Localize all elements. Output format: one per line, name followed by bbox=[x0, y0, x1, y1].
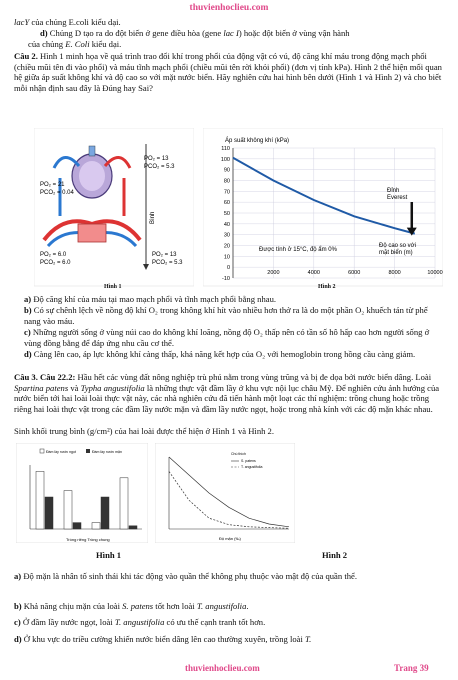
bar bbox=[129, 526, 137, 529]
q3-stem: Câu 3. Câu 22.2: Hầu hết các vùng đất nông nghiệp trù phú nằm trong vùng trũng và bị đe dọa bởi nước biển dâng. Loài Spartina patens và Typha angustifolia là những thực vật đầm lầy ở khu vực nội lục châu Mỹ. Để nghiên cứu ảnh hưởng của nước biển tới hai loài loài thực vật này, các nhà nghiên cứu đã tiến hành một loạt các thí nghiệm: trồng chung hoặc trồng riêng hai loài thực vật trong các đầm lầy nước mặn và đầm lầy nước ngọt, hoặc trong nhà kính với các độ mặn khác nhau. bbox=[14, 372, 440, 414]
q2-option-d: d) Càng lên cao, áp lực không khí càng thấp, khả năng kết hợp của O₂ với hemoglobin trong hồng cầu càng giảm. bbox=[24, 349, 416, 359]
bar-legend-2: Đầm lầy nước mặn bbox=[92, 450, 122, 454]
y-tick-label: 10 bbox=[223, 254, 230, 261]
bar bbox=[92, 523, 100, 529]
fig2-annot-sea-2: mặt biển (m) bbox=[379, 250, 413, 256]
x-tick-label: 6000 bbox=[348, 270, 361, 276]
q3-option-c: c) Ở đầm lầy nước ngọt, loài T. angustifolia có ưu thế cạnh tranh tốt hơn. bbox=[14, 617, 266, 627]
q3-option-d: d) Ở khu vực do triều cường khiến nước biển dâng lên cao thường xuyên, trồng loài T. bbox=[14, 634, 312, 644]
x-tick-label: 2000 bbox=[267, 270, 280, 276]
bar bbox=[120, 478, 128, 529]
fig2-ylabel: Áp suất không khí (kPa) bbox=[225, 138, 290, 144]
bar-xlabel: Trồng riêng Trồng chung bbox=[66, 537, 110, 542]
label-pco2-left-top: PCO₂ = 0.04 bbox=[40, 190, 74, 196]
footer-site: thuvienhoclieu.com bbox=[185, 663, 260, 673]
q3-option-b: b) Khả năng chịu mặn của loài S. patens tốt hơn loài T. angustifolia. bbox=[14, 601, 249, 611]
y-tick-label: 90 bbox=[223, 167, 230, 174]
footer-page: Trang 39 bbox=[394, 663, 429, 673]
q2-stem: Câu 2. Hình 1 minh họa về quá trình trao đổi khí trong phổi của động vật có vú, độ căng khí máu trong động mạch phổi (chiều mũi tên đi vào phổi) và máu tĩnh mạch phổi (chiều mũi tên rời khỏi phổi) (đơn vị tính kPa). Hình 2 thể hiện mối quan hệ giữa áp suất không khí và độ cao so với mặt nước biển. Hãy nghiên cứu hai hình bên dưới (Hình 1 và Hình 2) và cho biết mỗi nhận định sau đây là Đúng hay Sai? bbox=[14, 51, 442, 93]
x-tick-label: 8000 bbox=[388, 270, 401, 276]
fig2-annot-temp: Được tính ở 15°C, độ ẩm 0% bbox=[259, 247, 337, 253]
text-line: của chủng E. Coli kiểu dại. bbox=[28, 39, 122, 49]
q2-option-a: a) Độ căng khí của máu tại mao mạch phổi và tĩnh mạch phổi bằng nhau. bbox=[24, 294, 277, 304]
q2-option-c: c) Những người sống ở vùng núi cao do không khí loãng, nồng độ O₂ thấp nên có tần số hô hấp cao hơn người sống ở vùng đồng bằng để đáp ứng nhu cầu cơ thể. bbox=[24, 327, 430, 348]
x-tick-label: 10000 bbox=[427, 270, 443, 276]
y-tick-label: 80 bbox=[223, 178, 230, 185]
label-pco2-right-bottom: PCO₂ = 5.3 bbox=[152, 260, 183, 266]
q3-fig1-caption: Hình 1 bbox=[96, 550, 122, 560]
label-po2-left-top: PO₂ = 21 bbox=[40, 182, 65, 188]
legend-swatch bbox=[40, 449, 44, 453]
label-binh: Bình bbox=[150, 211, 156, 224]
y-tick-label: 50 bbox=[223, 211, 230, 217]
label-po2-right-top: PO₂ = 13 bbox=[144, 156, 169, 162]
figure-2 bbox=[203, 128, 443, 288]
fig2-annot-everest-2: Everest bbox=[387, 195, 408, 201]
y-tick-label: 110 bbox=[221, 146, 230, 152]
x-tick-label: 4000 bbox=[307, 270, 320, 276]
y-tick-label: 20 bbox=[223, 243, 230, 250]
q3-fig2-caption: Hình 2 bbox=[322, 550, 348, 560]
fig2-annot-sea-1: Độ cao so với bbox=[379, 243, 416, 249]
line-legend-title: Chú thích bbox=[231, 452, 246, 456]
q2-option-b: b) Có sự chênh lệch về nồng độ khí O₂ trong không khí hít vào nhiều hơn thở ra là do một phần O₂ khuếch tán từ phế nang vào máu. bbox=[24, 305, 428, 326]
y-tick-label: 100 bbox=[220, 156, 230, 163]
bar bbox=[45, 497, 53, 529]
text-line: lacY của chủng E.coli kiểu dại. bbox=[14, 17, 121, 27]
bar bbox=[36, 471, 44, 529]
bar bbox=[101, 497, 109, 529]
fig2-caption: Hình 2 bbox=[318, 284, 336, 290]
figure-1 bbox=[34, 128, 194, 288]
q3-figure-2 bbox=[155, 443, 295, 543]
y-tick-label: 0 bbox=[226, 265, 230, 272]
line-legend-2: T. angustifolia bbox=[241, 465, 263, 469]
y-tick-label: 60 bbox=[223, 200, 230, 207]
y-tick-label: 30 bbox=[223, 232, 230, 239]
label-po2-left-bottom: PO₂ = 6.0 bbox=[40, 252, 67, 258]
label-pco2-left-bottom: PCO₂ = 6.0 bbox=[40, 260, 71, 266]
q3-intro: Sinh khối trung bình (g/cm²) của hai loài được thể hiện ở Hình 1 và Hình 2. bbox=[14, 426, 275, 436]
bar bbox=[73, 523, 81, 529]
q3-option-a: a) Độ mặn là nhân tố sinh thái khi tác động vào quần thể không phụ thuộc vào mật độ của quần thể. bbox=[14, 571, 357, 581]
header-site: thuvienhoclieu.com bbox=[189, 3, 269, 13]
line-xlabel: Độ mặn (‰) bbox=[219, 536, 241, 541]
legend-swatch bbox=[86, 449, 90, 453]
bar-legend-1: Đầm lầy nước ngọt bbox=[46, 450, 76, 454]
line-legend-1: S. patens bbox=[241, 459, 256, 463]
fig2-annot-everest-1: Đỉnh bbox=[387, 188, 400, 194]
y-tick-label: 40 bbox=[223, 221, 230, 228]
label-po2-right-bottom: PO₂ = 13 bbox=[152, 252, 177, 258]
q3-figure-1 bbox=[16, 443, 148, 543]
label-pco2-right-top: PCO₂ = 5.3 bbox=[144, 164, 175, 170]
y-tick-label: 70 bbox=[223, 189, 230, 196]
text-line: d) Chủng D tạo ra do đột biến ở gene điều hòa (gene lac I) hoặc đột biến ở vùng vận hành bbox=[40, 28, 350, 38]
y-tick-label: -10 bbox=[222, 276, 230, 282]
fig1-caption: Hình 1 bbox=[104, 284, 122, 290]
bar bbox=[64, 491, 72, 529]
